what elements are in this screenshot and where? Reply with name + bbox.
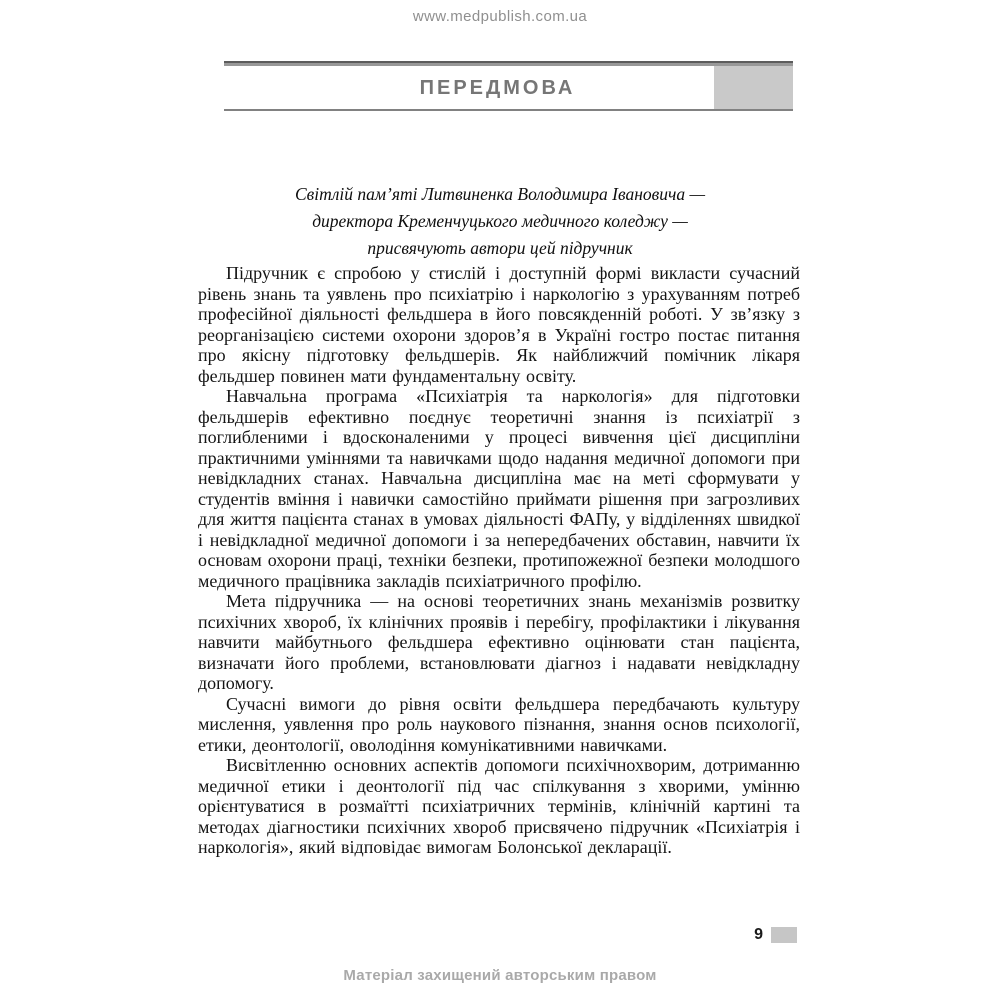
header-bottom-rule xyxy=(224,109,793,111)
chapter-title: ПЕРЕДМОВА xyxy=(419,77,576,99)
dedication-line: присвячують автори цей підручник xyxy=(367,238,633,258)
body-text xyxy=(198,263,800,858)
dedication-line: Світлій пам’яті Литвиненка Володимира Івановича — xyxy=(294,184,706,204)
chapter-header-bar xyxy=(224,61,793,111)
page-number: 9 xyxy=(754,926,763,943)
copyright-footer: Матеріал захищений авторським правом xyxy=(343,967,657,984)
dedication-line: директора Кременчуцького медичного коледжу — xyxy=(312,211,688,231)
paragraph: Підручник є спробою у стислій і доступній формі викласти сучасний рівень знань та уявлень про психіатрію і наркологію з урахуванням потреб професійної діяльності фельдшера в його повсякденній роботі. У зв’язку з реорганізацією системи охорони здоров’я в Україні гостро постає питання про якісну підготовку фельдшерів. Як найближчий помічник лікаря фельдшер повинен мати фундаментальну освіту. xyxy=(198,263,800,386)
dedication xyxy=(199,181,801,262)
page-number-marker xyxy=(771,927,797,943)
paragraph: Мета підручника — на основі теоретичних знань механізмів розвитку психічних хвороб, їх клінічних проявів і перебігу, профілактики і лікування навчити майбутнього фельдшера ефективно оцінювати стан пацієнта, визначати його проблеми, встановлювати діагноз і надавати невідкладну допомогу. xyxy=(198,591,800,693)
paragraph: Навчальна програма «Психіатрія та наркологія» для підготовки фельдшерів ефективно поєднує теоретичні знання із психіатрії з поглибленими і вдосконаленими у процесі вивчення цієї дисципліни практичними уміннями та навичками щодо надання медичної допомоги при невідкладних станах. Навчальна дисципліна має на меті сформувати у студентів вміння і навички самостійно приймати рішення при загрозливих для життя пацієнта станах в умовах діяльності ФАПу, у відділеннях швидкої і невідкладної медичної допомоги і за непередбачених обставин, навчити їх основам охорони праці, техніки безпеки, протипожежної безпеки молодшого медичного працівника закладів психіатричного профілю. xyxy=(198,386,800,591)
header-bar-body xyxy=(224,66,793,109)
publisher-url: www.medpublish.com.ua xyxy=(412,8,588,25)
paragraph: Сучасні вимоги до рівня освіти фельдшера передбачають культуру мислення, уявлення про роль наукового пізнання, знання основ психології, етики, деонтології, оволодіння комунікативними навичками. xyxy=(198,693,800,755)
header-gray-block xyxy=(714,66,793,109)
paragraph: Висвітленню основних аспектів допомоги психічнохворим, дотриманню медичної етики і деонтології під час спілкування з хворими, умінню орієнтуватися в розмаїтті психіатричних термінів, клінічній картині та методах діагностики психічних хвороб присвячено підручник «Психіатрія і наркологія», який відповідає вимогам Болонської декларації. xyxy=(198,755,800,857)
page-number-row xyxy=(0,926,797,944)
